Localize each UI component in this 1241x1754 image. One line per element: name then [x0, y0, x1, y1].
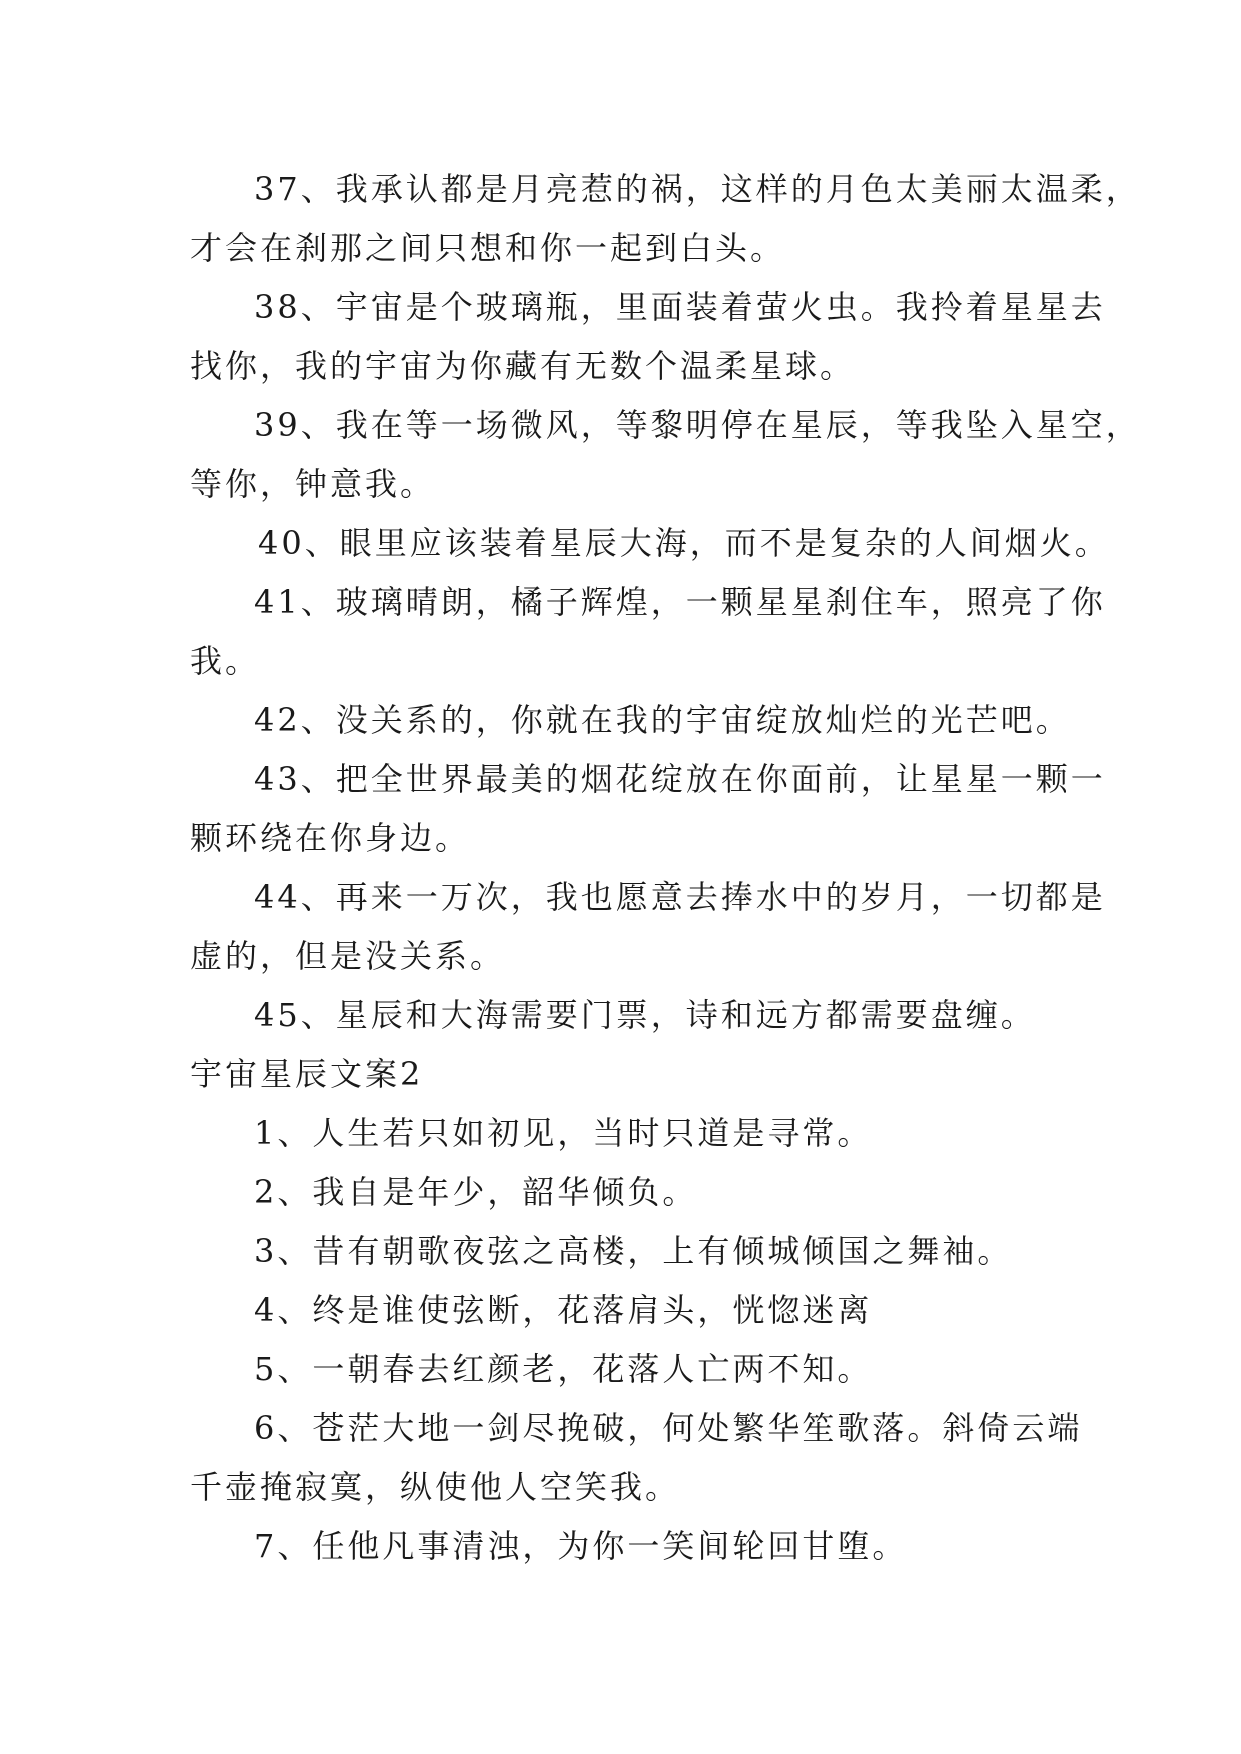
text-line: 才会在刹那之间只想和你一起到白头。	[190, 229, 786, 267]
text-line: 颗环绕在你身边。	[190, 819, 471, 857]
text-line: 38、宇宙是个玻璃瓶，里面装着萤火虫。我拎着星星去	[254, 288, 1106, 326]
section-heading: 宇宙星辰文案2	[190, 1055, 424, 1093]
text-line: 等你，钟意我。	[190, 465, 436, 503]
text-line: 5、一朝春去红颜老，花落人亡两不知。	[254, 1350, 873, 1388]
document-body	[190, 160, 1141, 1576]
text-line: 42、没关系的，你就在我的宇宙绽放灿烂的光芒吧。	[254, 701, 1071, 739]
text-line: 我。	[190, 642, 261, 680]
text-line: 7、任他凡事清浊，为你一笑间轮回甘堕。	[254, 1527, 908, 1565]
text-line: 44、再来一万次，我也愿意去捧水中的岁月，一切都是	[254, 878, 1106, 916]
text-line: 1、人生若只如初见，当时只道是寻常。	[254, 1114, 873, 1152]
text-line: 3、昔有朝歌夜弦之高楼，上有倾城倾国之舞袖。	[254, 1232, 1013, 1270]
text-line: 43、把全世界最美的烟花绽放在你面前，让星星一颗一	[254, 760, 1106, 798]
text-line: 6、苍茫大地一剑尽挽破，何处繁华笙歌落。斜倚云端	[254, 1409, 1083, 1447]
text-line: 37、我承认都是月亮惹的祸，这样的月色太美丽太温柔，	[254, 170, 1141, 208]
text-line: 虚的，但是没关系。	[190, 937, 506, 975]
text-line: 41、玻璃晴朗，橘子辉煌，一颗星星刹住车，照亮了你	[254, 583, 1106, 621]
text-line: 39、我在等一场微风，等黎明停在星辰，等我坠入星空，	[254, 406, 1141, 444]
text-line: 45、星辰和大海需要门票，诗和远方都需要盘缠。	[254, 996, 1036, 1034]
text-line: 找你，我的宇宙为你藏有无数个温柔星球。	[190, 347, 856, 385]
text-line: 40、眼里应该装着星辰大海，而不是复杂的人间烟火。	[258, 524, 1110, 562]
text-line: 4、终是谁使弦断，花落肩头，恍惚迷离	[254, 1291, 873, 1329]
text-line: 2、我自是年少，韶华倾负。	[254, 1173, 698, 1211]
text-line: 千壶掩寂寞，纵使他人空笑我。	[190, 1468, 681, 1506]
